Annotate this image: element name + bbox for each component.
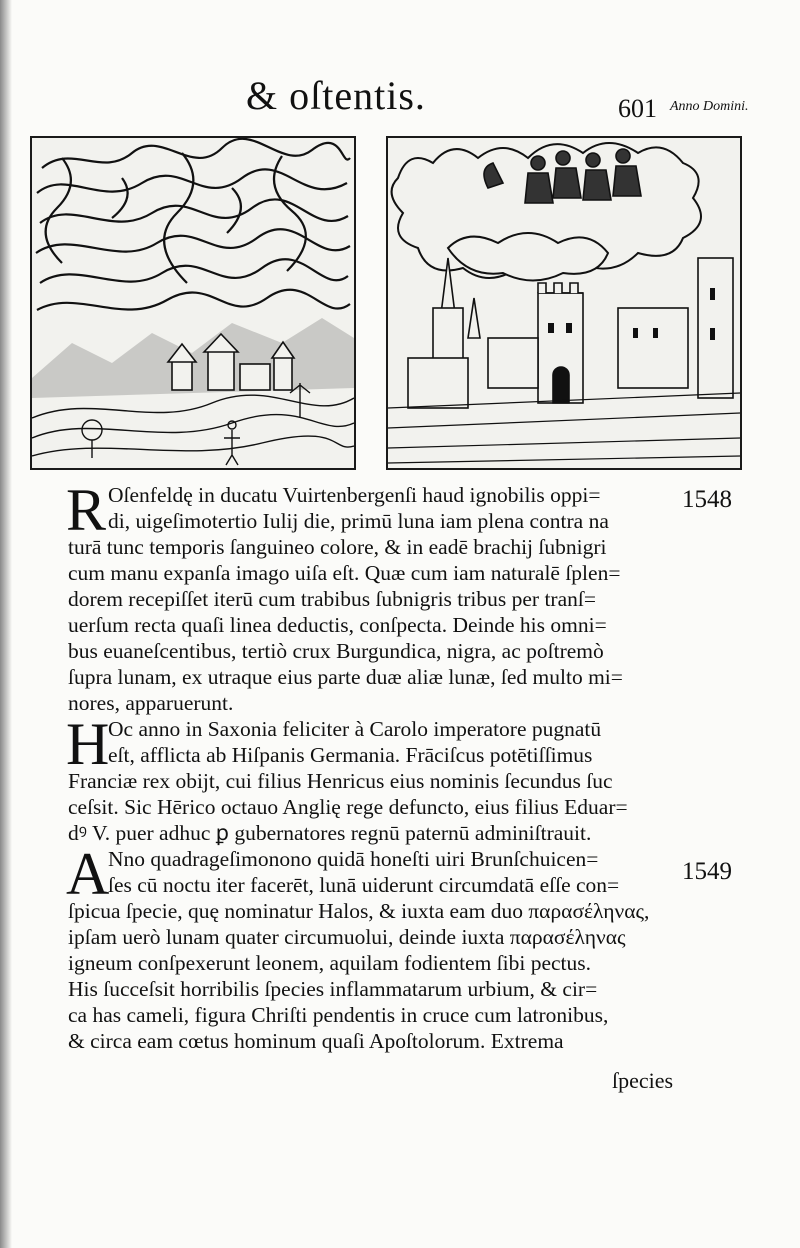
margin-year-1549: 1549 <box>682 858 732 885</box>
drop-cap-a: A <box>66 841 110 907</box>
catchword: ſpecies <box>612 1068 674 1093</box>
text-line: turā tunc temporis ſanguineo colore, & in eadē brachĳ ſubnigri <box>68 535 607 559</box>
page-gutter-shadow <box>0 0 12 1248</box>
text-line: eſt, afflicta ab Hiſpanis Germania. Frāciſcus potētiſſimus <box>108 743 593 767</box>
text-line: nores, apparuerunt. <box>68 691 234 715</box>
drop-cap-r: R <box>66 477 107 543</box>
text-line: ca has cameli, figura Chriſti pendentis in cruce cum latronibus, <box>68 1003 609 1027</box>
text-line: Nno quadrageſimonono quidā honeſti uiri Brunſchuicen= <box>108 847 599 871</box>
paragraph-3 <box>66 841 680 1054</box>
text-line: dorem recepiſſet iterū cum trabibus ſubnigris tribus per tranſ= <box>68 587 596 611</box>
text-line: bus euaneſcentibus, tertiò crux Burgundica, nigra, ac poſtremò <box>68 639 604 663</box>
text-line: Oc anno in Saxonia feliciter à Carolo imperatore pugnatū <box>108 717 602 741</box>
text-line: His ſucceſsit horribilis ſpecies inflammatarum urbium, & cir= <box>68 977 598 1001</box>
folio-number: 601 <box>618 94 657 123</box>
text-line: igneum conſpexerunt leonem, aquilam fodientem ſibi pectus. <box>68 951 592 975</box>
riders-over-city-illustration <box>388 138 740 468</box>
text-line: ſes cū noctu iter facerēt, lunā uiderunt circumdatā eſſe con= <box>108 873 620 897</box>
text-line: Franciæ rex obĳt, cui filius Henricus eius nominis ſecundus ſuc <box>68 769 613 793</box>
folio-note: Anno Domini. <box>670 99 749 114</box>
text-line: ipſam uerò lunam quater circumuolui, deinde iuxta παρασέληνας <box>68 925 626 949</box>
woodcut-left <box>30 136 356 470</box>
storm-clouds-illustration <box>32 138 354 468</box>
text-line: ſupra lunam, ex utraque eius parte duæ aliæ lunæ, ſed multo mi= <box>68 665 623 689</box>
running-title: & oſtentis. <box>246 73 426 118</box>
text-line: Oſenfeldę in ducatu Vuirtenbergenſi haud ignobilis oppi= <box>108 483 601 507</box>
drop-cap-h: H <box>66 711 110 777</box>
text-line: & circa eam cœtus hominum quaſi Apoſtolorum. Extrema <box>68 1029 564 1053</box>
text-line: ſpicua ſpecie, quę nominatur Halos, & iuxta eam duo παρασέληνας, <box>68 899 650 923</box>
text-line: ceſsit. Sic Hērico octauo Anglię rege defuncto, eius filius Eduar= <box>68 795 628 819</box>
margin-year-1548: 1548 <box>682 486 732 513</box>
text-line: uerſum recta quaſi linea deductis, conſpecta. Deinde his omni= <box>68 613 607 637</box>
paragraph-1 <box>66 477 680 716</box>
text-line: dꝰ V. puer adhuc ꝑ gubernatores regnū paternū adminiſtrauit. <box>68 821 592 845</box>
text-line: di, uigeſimotertio Iulĳ die, primū luna iam plena contra na <box>108 509 609 533</box>
text-line: cum manu expanſa imago uiſa eſt. Quæ cum iam naturalē ſplen= <box>68 561 621 585</box>
woodcut-right <box>386 136 742 470</box>
paragraph-2 <box>66 711 680 846</box>
